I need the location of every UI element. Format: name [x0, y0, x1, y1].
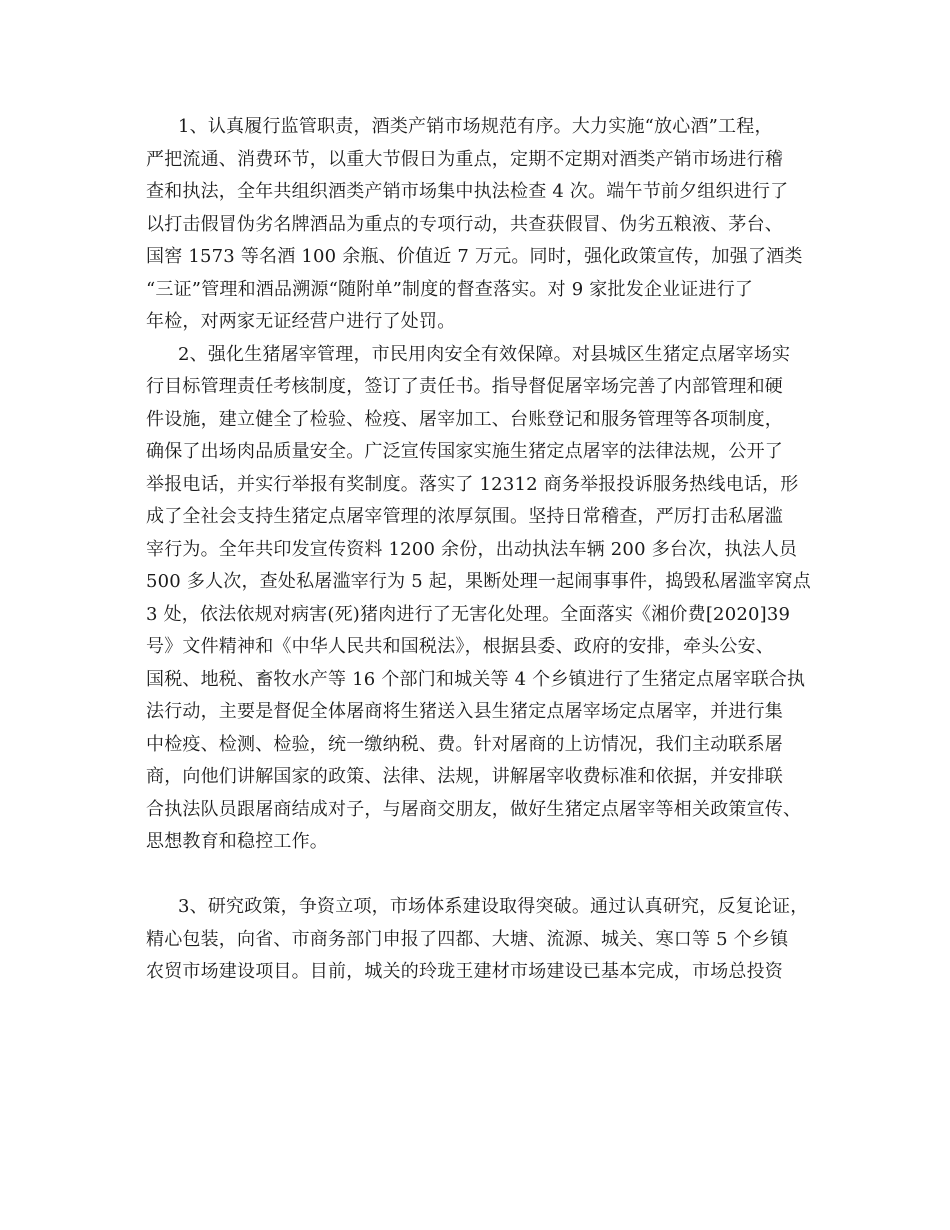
paragraph-1 — [146, 111, 806, 339]
text-line: 思想教育和稳控工作。 — [146, 831, 328, 852]
text-line: 中检疫、检测、检验，统一缴纳税、费。针对屠商的上访情况，我们主动联系屠 — [146, 733, 783, 755]
text-line: 国税、地税、畜牧水产等 16 个部门和城关等 4 个乡镇进行了生猪定点屠宰联合执 — [146, 668, 806, 690]
text-line: 精心包装，向省、市商务部门申报了四都、大塘、流源、城关、寒口等 5 个乡镇 — [146, 928, 789, 950]
text-line: 1、认真履行监管职责，酒类产销市场规范有序。大力实施“放心酒”工程， — [178, 116, 773, 137]
text-line: 3 处，依法依规对病害(死)猪肉进行了无害化处理。全面落实《湘价费[2020]39 — [146, 603, 791, 625]
text-line: 商，向他们讲解国家的政策、法律、法规，讲解屠宰收费标准和依据，并安排联 — [146, 766, 783, 787]
text-line: 成了全社会支持生猪定点屠宰管理的浓厚氛围。坚持日常稽查，严厉打击私屠滥 — [146, 506, 783, 527]
text-line: 500 多人次，查处私屠滥宰行为 5 起，果断处理一起闹事事件，捣毁私屠滥宰窝点 — [146, 571, 811, 592]
paragraph-3 — [146, 891, 809, 989]
paragraph-2 — [146, 339, 811, 892]
text-line: 严把流通、消费环节，以重大节假日为重点，定期不定期对酒类产销市场进行稽 — [146, 148, 783, 170]
text-line: 年检，对两家无证经营户进行了处罚。 — [146, 311, 456, 332]
text-line: 农贸市场建设项目。目前，城关的玲珑王建材市场建设已基本完成，市场总投资 — [146, 961, 783, 982]
text-line: 宰行为。全年共印发宣传资料 1200 余份，出动执法车辆 200 多台次，执法人员 — [146, 538, 798, 560]
text-line: 行目标管理责任考核制度，签订了责任书。指导督促屠宰场完善了内部管理和硬 — [146, 376, 783, 397]
document-body — [146, 111, 811, 989]
text-line: 2、强化生猪屠宰管理，市民用肉安全有效保障。对县城区生猪定点屠宰场实 — [178, 343, 791, 365]
text-line: 确保了出场肉品质量安全。广泛宣传国家实施生猪定点屠宰的法律法规，公开了 — [146, 441, 783, 462]
text-line: 法行动，主要是督促全体屠商将生猪送入县生猪定点屠宰场定点屠宰，并进行集 — [146, 701, 783, 722]
text-line: 3、研究政策，争资立项，市场体系建设取得突破。通过认真研究，反复论证， — [178, 896, 809, 917]
text-line: 以打击假冒伪劣名牌酒品为重点的专项行动，共查获假冒、伪劣五粮液、茅台、 — [146, 213, 783, 235]
text-line: “三证”管理和酒品溯源“随附单”制度的督查落实。对 9 家批发企业证进行了 — [146, 278, 754, 300]
text-line: 国窖 1573 等名酒 100 余瓶、价值近 7 万元。同时，强化政策宣传，加强了酒类 — [146, 246, 803, 267]
text-line: 查和执法，全年共组织酒类产销市场集中执法检查 4 次。端午节前夕组织进行了 — [146, 181, 789, 202]
text-line: 号》文件精神和《中华人民共和国税法》，根据县委、政府的安排，牵头公安、 — [146, 636, 774, 657]
text-line: 合执法队员跟屠商结成对子，与屠商交朋友，做好生猪定点屠宰等相关政策宣传、 — [146, 798, 802, 820]
text-line: 举报电话，并实行举报有奖制度。落实了 12312 商务举报投诉服务热线电话，形 — [146, 473, 799, 495]
text-line: 件设施，建立健全了检验、检疫、屠宰加工、台账登记和服务管理等各项制度， — [146, 408, 783, 430]
text-line — [146, 859, 806, 892]
